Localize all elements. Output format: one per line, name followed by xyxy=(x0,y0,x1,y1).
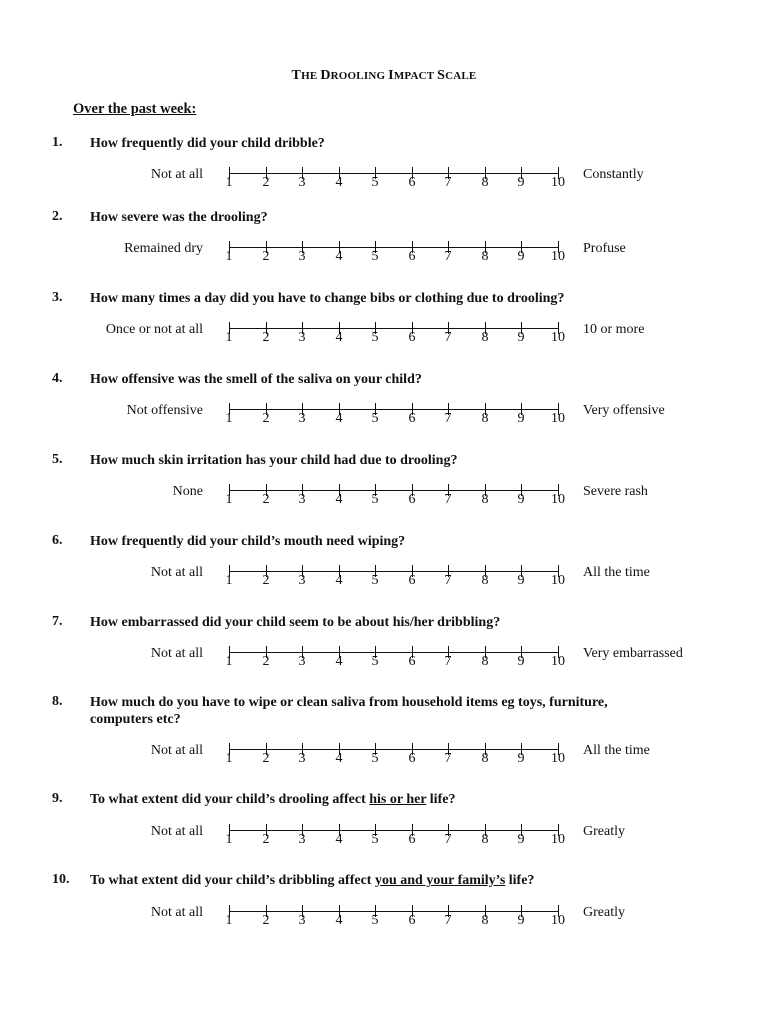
scale-number[interactable]: 2 xyxy=(262,751,270,766)
scale-min-label: Not offensive xyxy=(126,403,203,418)
question-text: To what extent did your child’s dribbling affect you and your family’s life? xyxy=(90,873,535,888)
scale-number[interactable]: 6 xyxy=(408,751,416,766)
scale-number[interactable]: 6 xyxy=(408,573,416,588)
scale-number[interactable]: 8 xyxy=(481,411,489,426)
scale-max-label: Constantly xyxy=(583,167,644,182)
scale-number[interactable]: 4 xyxy=(335,913,343,928)
scale-number[interactable]: 8 xyxy=(481,832,489,847)
scale-number[interactable]: 1 xyxy=(225,654,233,669)
question-number: 9. xyxy=(52,791,63,806)
scale-line xyxy=(229,328,558,329)
scale-number[interactable]: 7 xyxy=(444,832,452,847)
scale-number[interactable]: 6 xyxy=(408,832,416,847)
rating-scale[interactable] xyxy=(225,646,565,672)
scale-number[interactable]: 7 xyxy=(444,330,452,345)
question-text: How frequently did your child dribble? xyxy=(90,136,325,151)
scale-max-label: All the time xyxy=(583,743,650,758)
scale-number[interactable]: 4 xyxy=(335,654,343,669)
scale-number[interactable]: 7 xyxy=(444,249,452,264)
instructions-heading: Over the past week: xyxy=(73,101,197,117)
scale-line xyxy=(229,830,558,831)
scale-number[interactable]: 4 xyxy=(335,411,343,426)
scale-number[interactable]: 6 xyxy=(408,175,416,190)
question-text xyxy=(90,694,690,728)
rating-scale[interactable] xyxy=(225,565,565,591)
scale-number[interactable]: 9 xyxy=(517,832,525,847)
scale-max-label: All the time xyxy=(583,565,650,580)
scale-number[interactable]: 7 xyxy=(444,913,452,928)
scale-number[interactable]: 3 xyxy=(298,832,306,847)
scale-line xyxy=(229,749,558,750)
scale-min-label: Not at all xyxy=(150,824,203,839)
scale-number[interactable]: 7 xyxy=(444,654,452,669)
scale-number[interactable]: 10 xyxy=(551,249,565,264)
scale-number[interactable]: 10 xyxy=(551,175,565,190)
rating-scale[interactable] xyxy=(225,743,565,769)
scale-number[interactable]: 3 xyxy=(298,751,306,766)
scale-number[interactable]: 2 xyxy=(262,249,270,264)
question-number: 5. xyxy=(52,452,63,467)
scale-max-label: Very offensive xyxy=(583,403,665,418)
scale-number[interactable]: 6 xyxy=(408,492,416,507)
scale-number[interactable]: 1 xyxy=(225,249,233,264)
scale-min-label: Not at all xyxy=(150,905,203,920)
scale-number[interactable]: 6 xyxy=(408,411,416,426)
question-text: How embarrassed did your child seem to be about his/her dribbling? xyxy=(90,615,501,630)
question-text-line: computers etc? xyxy=(90,712,181,727)
scale-number[interactable]: 10 xyxy=(551,832,565,847)
scale-number[interactable]: 2 xyxy=(262,573,270,588)
scale-line xyxy=(229,571,558,572)
scale-number[interactable]: 9 xyxy=(517,654,525,669)
rating-scale[interactable] xyxy=(225,824,565,850)
scale-number[interactable]: 8 xyxy=(481,492,489,507)
scale-number[interactable]: 2 xyxy=(262,832,270,847)
question-number: 10. xyxy=(52,872,70,887)
scale-number[interactable]: 6 xyxy=(408,913,416,928)
scale-number[interactable]: 5 xyxy=(371,832,379,847)
scale-number[interactable]: 1 xyxy=(225,751,233,766)
scale-number[interactable]: 3 xyxy=(298,913,306,928)
scale-number[interactable]: 10 xyxy=(551,411,565,426)
scale-number[interactable]: 7 xyxy=(444,492,452,507)
question-number: 3. xyxy=(52,290,63,305)
question-text: To what extent did your child’s drooling affect his or her life? xyxy=(90,792,456,807)
scale-number[interactable]: 4 xyxy=(335,330,343,345)
rating-scale[interactable] xyxy=(225,905,565,931)
scale-number[interactable]: 3 xyxy=(298,573,306,588)
scale-number[interactable]: 5 xyxy=(371,654,379,669)
scale-number[interactable]: 9 xyxy=(517,573,525,588)
scale-max-label: Severe rash xyxy=(583,484,648,499)
scale-line xyxy=(229,911,558,912)
scale-number[interactable]: 10 xyxy=(551,751,565,766)
scale-max-label: Profuse xyxy=(583,241,626,256)
scale-number[interactable]: 3 xyxy=(298,411,306,426)
scale-number[interactable]: 10 xyxy=(551,573,565,588)
scale-number[interactable]: 5 xyxy=(371,573,379,588)
scale-number[interactable]: 8 xyxy=(481,330,489,345)
scale-number[interactable]: 9 xyxy=(517,175,525,190)
scale-max-label: Greatly xyxy=(583,824,625,839)
question-number: 7. xyxy=(52,614,63,629)
scale-number[interactable]: 3 xyxy=(298,654,306,669)
scale-number[interactable]: 5 xyxy=(371,411,379,426)
scale-number[interactable]: 6 xyxy=(408,249,416,264)
scale-number[interactable]: 3 xyxy=(298,492,306,507)
question-text: How offensive was the smell of the saliva on your child? xyxy=(90,372,422,387)
scale-number[interactable]: 5 xyxy=(371,751,379,766)
scale-number[interactable]: 10 xyxy=(551,654,565,669)
question-number: 4. xyxy=(52,371,63,386)
scale-line xyxy=(229,490,558,491)
scale-max-label: 10 or more xyxy=(583,322,645,337)
scale-number[interactable]: 2 xyxy=(262,913,270,928)
scale-min-label: Not at all xyxy=(150,743,203,758)
question-number: 2. xyxy=(52,209,63,224)
scale-number[interactable]: 10 xyxy=(551,330,565,345)
rating-scale[interactable] xyxy=(225,403,565,429)
scale-number[interactable]: 5 xyxy=(371,249,379,264)
emphasis-text: his or her xyxy=(369,792,427,807)
scale-number[interactable]: 8 xyxy=(481,751,489,766)
scale-number[interactable]: 2 xyxy=(262,411,270,426)
scale-number[interactable]: 1 xyxy=(225,492,233,507)
scale-number[interactable]: 2 xyxy=(262,654,270,669)
question-number: 6. xyxy=(52,533,63,548)
scale-number[interactable]: 1 xyxy=(225,330,233,345)
scale-min-label: Not at all xyxy=(150,167,203,182)
rating-scale[interactable] xyxy=(225,484,565,510)
scale-number[interactable]: 6 xyxy=(408,330,416,345)
emphasis-text: you and your family’s xyxy=(374,873,506,888)
scale-number[interactable]: 1 xyxy=(225,573,233,588)
scale-number[interactable]: 5 xyxy=(371,330,379,345)
question-text: How much skin irritation has your child had due to drooling? xyxy=(90,453,458,468)
scale-number[interactable]: 8 xyxy=(481,249,489,264)
rating-scale[interactable] xyxy=(225,241,565,267)
question-number: 8. xyxy=(52,694,63,709)
scale-number[interactable]: 9 xyxy=(517,411,525,426)
document-title: THE DROOLING IMPACT SCALE xyxy=(291,68,477,83)
question-text: How severe was the drooling? xyxy=(90,210,268,225)
scale-number[interactable]: 7 xyxy=(444,751,452,766)
scale-number[interactable]: 4 xyxy=(335,573,343,588)
scale-line xyxy=(229,409,558,410)
scale-number[interactable]: 4 xyxy=(335,751,343,766)
scale-number[interactable]: 3 xyxy=(298,175,306,190)
scale-number[interactable]: 4 xyxy=(335,492,343,507)
scale-number[interactable]: 7 xyxy=(444,573,452,588)
question-text-line: How much do you have to wipe or clean saliva from household items eg toys, furniture, xyxy=(90,695,608,710)
scale-number[interactable]: 8 xyxy=(481,913,489,928)
scale-min-label: Remained dry xyxy=(124,241,203,256)
scale-number[interactable]: 10 xyxy=(551,913,565,928)
scale-line xyxy=(229,247,558,248)
scale-number[interactable]: 1 xyxy=(225,411,233,426)
scale-min-label: None xyxy=(172,484,203,499)
scale-number[interactable]: 2 xyxy=(262,330,270,345)
scale-number[interactable]: 3 xyxy=(298,249,306,264)
scale-line xyxy=(229,173,558,174)
scale-number[interactable]: 9 xyxy=(517,751,525,766)
scale-number[interactable]: 4 xyxy=(335,175,343,190)
scale-number[interactable]: 8 xyxy=(481,573,489,588)
scale-number[interactable]: 9 xyxy=(517,913,525,928)
question-text: How frequently did your child’s mouth need wiping? xyxy=(90,534,406,549)
scale-number[interactable]: 4 xyxy=(335,249,343,264)
rating-scale[interactable] xyxy=(225,322,565,348)
scale-number[interactable]: 9 xyxy=(517,249,525,264)
scale-number[interactable]: 5 xyxy=(371,492,379,507)
question-number: 1. xyxy=(52,135,63,150)
scale-number[interactable]: 4 xyxy=(335,832,343,847)
scale-number[interactable]: 7 xyxy=(444,411,452,426)
scale-number[interactable]: 9 xyxy=(517,330,525,345)
scale-number[interactable]: 9 xyxy=(517,492,525,507)
scale-number[interactable]: 3 xyxy=(298,330,306,345)
scale-number[interactable]: 6 xyxy=(408,654,416,669)
scale-number[interactable]: 7 xyxy=(444,175,452,190)
scale-min-label: Not at all xyxy=(150,646,203,661)
scale-number[interactable]: 8 xyxy=(481,175,489,190)
scale-number[interactable]: 1 xyxy=(225,832,233,847)
scale-max-label: Very embarrassed xyxy=(583,646,683,661)
scale-number[interactable]: 2 xyxy=(262,492,270,507)
scale-max-label: Greatly xyxy=(583,905,625,920)
scale-number[interactable]: 8 xyxy=(481,654,489,669)
scale-number[interactable]: 1 xyxy=(225,913,233,928)
scale-min-label: Once or not at all xyxy=(105,322,203,337)
scale-min-label: Not at all xyxy=(150,565,203,580)
scale-line xyxy=(229,652,558,653)
scale-number[interactable]: 10 xyxy=(551,492,565,507)
scale-number[interactable]: 1 xyxy=(225,175,233,190)
scale-number[interactable]: 5 xyxy=(371,913,379,928)
scale-number[interactable]: 2 xyxy=(262,175,270,190)
scale-number[interactable]: 5 xyxy=(371,175,379,190)
rating-scale[interactable] xyxy=(225,167,565,193)
question-text: How many times a day did you have to change bibs or clothing due to drooling? xyxy=(90,291,565,306)
